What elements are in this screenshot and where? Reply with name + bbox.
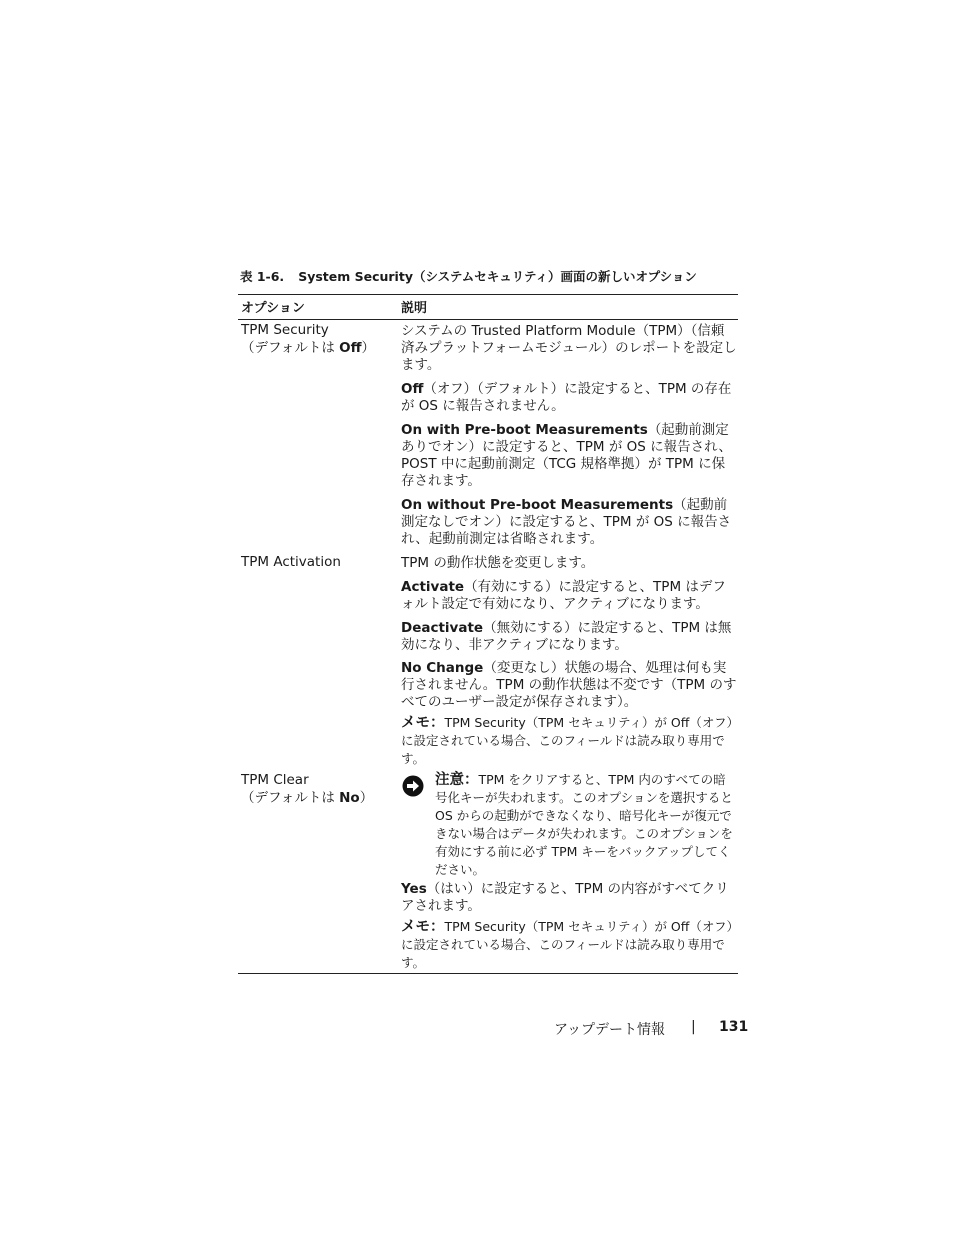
page-number: 131: [719, 1019, 749, 1035]
desc-tpm-security-off: Off（オフ）（デフォルト）に設定すると、TPM の存在が OS に報告されません。: [401, 381, 732, 414]
option-name: TPM Activation: [241, 554, 341, 570]
table-number: 表 1-6.: [240, 269, 285, 284]
option-name: TPM Clear: [241, 772, 309, 788]
table-header-rule: [238, 319, 738, 320]
note-tpm-clear: メモ：TPM Security（TPM セキュリティ）が Off（オフ）に設定されている場合、このフィールドは読み取り専用です。: [401, 919, 733, 970]
caution-arrow-icon: [402, 775, 424, 797]
option-name: TPM Security: [241, 322, 329, 338]
option-tpm-security: [241, 321, 391, 357]
desc-tpm-activation-activate: Activate（有効にする）に設定すると、TPM はデフォルト設定で有効になり、アクティブになります。: [401, 579, 726, 612]
desc-tpm-clear-yes: Yes（はい）に設定すると、TPM の内容がすべてクリアされます。: [401, 881, 729, 914]
table-top-rule: [238, 294, 738, 295]
desc-tpm-activation-intro: TPM の動作状態を変更します。: [401, 555, 595, 571]
option-tpm-activation: [241, 553, 391, 571]
desc-tpm-security-on-with: On with Pre-boot Measurements（起動前測定ありでオン）に設定すると、TPM が OS に報告され、POST 中に起動前測定（TCG 規格準拠）が TPM に保存されます。: [401, 422, 732, 489]
desc-tpm-security-intro: システムの Trusted Platform Module（TPM）（信頼済みプラットフォームモジュール）のレポートを設定します。: [401, 323, 737, 373]
caution-text: TPM をクリアすると、TPM 内のすべての暗号化キーが失われます。このオプションを選択すると OS からの起動ができなくなり、暗号化キーが復元できない場合はデータが失われます。このオプションを有効にする前に必ず TPM キーをバックアップしてください。: [435, 772, 733, 877]
caution-label: 注意：: [435, 772, 479, 788]
option-tpm-clear: [241, 771, 391, 807]
desc-tpm-activation-nochange: No Change（変更なし）状態の場合、処理は何も実行されません。TPM の動作状態は不変です（TPM のすべてのユーザー設定が保存されます）。: [401, 660, 737, 710]
footer-section: アップデート情報: [554, 1022, 666, 1038]
header-description: 説明: [401, 301, 428, 316]
footer-separator: |: [691, 1019, 696, 1035]
desc-tpm-security-on-without: On without Pre-boot Measurements（起動前測定なしでオン）に設定すると、TPM が OS に報告され、起動前測定は省略されます。: [401, 497, 732, 547]
option-default: （デフォルトは Off）: [241, 340, 376, 356]
table-bottom-rule: [238, 973, 738, 974]
desc-tpm-activation-deactivate: Deactivate（無効にする）に設定すると、TPM は無効になり、非アクティブになります。: [401, 620, 732, 653]
table-title: System Security（システムセキュリティ）画面の新しいオプション: [298, 269, 697, 284]
option-default: （デフォルトは No）: [241, 790, 374, 806]
note-tpm-activation: メモ：TPM Security（TPM セキュリティ）が Off（オフ）に設定されている場合、このフィールドは読み取り専用です。: [401, 715, 733, 766]
header-option: オプション: [241, 301, 305, 316]
page-footer: [554, 1019, 749, 1039]
table-caption: [240, 267, 760, 285]
